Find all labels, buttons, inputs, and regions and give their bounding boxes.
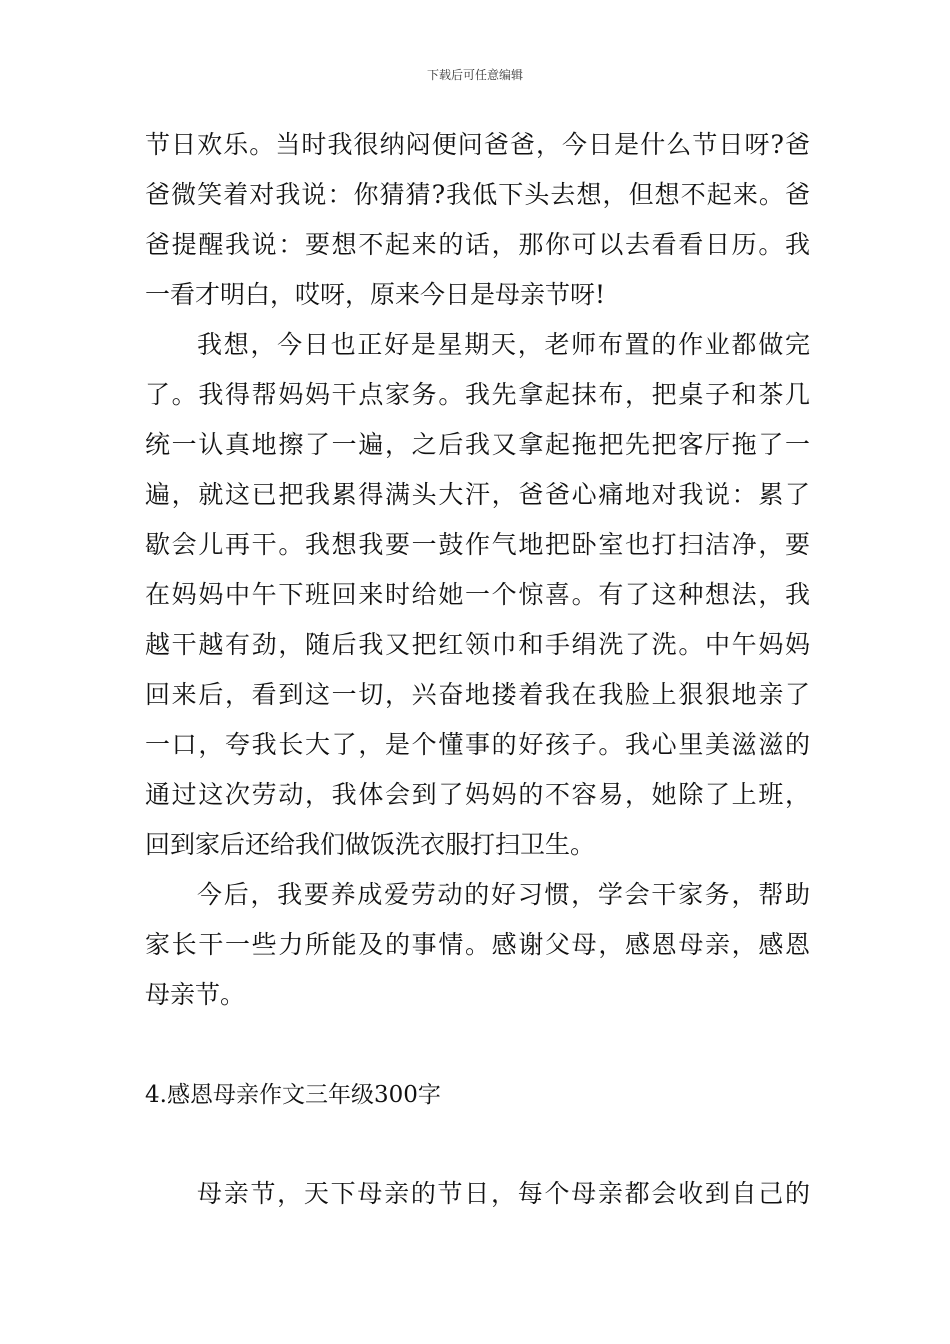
text-line: 母亲节，天下母亲的节日，每个母亲都会收到自己的 (197, 1179, 810, 1208)
text-line: 家长干一些力所能及的事情。感谢父母，感恩母亲，感恩 (145, 930, 810, 959)
text-line: 一口，夸我长大了，是个懂事的好孩子。我心里美滋滋的 (145, 730, 810, 759)
paragraph (145, 876, 810, 1026)
text-line: 爸微笑着对我说：你猜猜?我低下头去想，但想不起来。爸 (145, 180, 810, 209)
text-line: 一看才明白，哎呀，原来今日是母亲节呀! (145, 280, 606, 309)
text-line: 母亲节。 (145, 980, 246, 1009)
text-line: 了。我得帮妈妈干点家务。我先拿起抹布，把桌子和茶几 (145, 380, 810, 409)
text-line: 爸提醒我说：要想不起来的话，那你可以去看看日历。我 (145, 230, 810, 259)
text-line: 越干越有劲，随后我又把红领巾和手绢洗了洗。中午妈妈 (145, 630, 810, 659)
text-line: 回到家后还给我们做饭洗衣服打扫卫生。 (145, 830, 596, 859)
paragraph (145, 126, 810, 326)
text-line: 我想，今日也正好是星期天，老师布置的作业都做完 (197, 330, 810, 359)
paragraph (145, 1175, 810, 1225)
text-line: 在妈妈中午下班回来时给她一个惊喜。有了这种想法，我 (145, 580, 810, 609)
text-line: 节日欢乐。当时我很纳闷便问爸爸，今日是什么节日呀?爸 (145, 130, 810, 159)
text-line: 通过这次劳动，我体会到了妈妈的不容易，她除了上班， (145, 780, 810, 809)
text-line: 统一认真地擦了一遍，之后我又拿起拖把先把客厅拖了一 (145, 430, 810, 459)
text-line: 今后，我要养成爱劳动的好习惯，学会干家务，帮助 (197, 880, 810, 909)
paragraph (145, 326, 810, 876)
text-line: 歇会儿再干。我想我要一鼓作气地把卧室也打扫洁净，要 (145, 530, 810, 559)
page-header: 下载后可任意编辑 (426, 68, 523, 82)
section-heading: 4.感恩母亲作文三年级300字 (145, 1082, 441, 1108)
text-line: 回来后，看到这一切，兴奋地搂着我在我脸上狠狠地亲了 (145, 680, 810, 709)
document-body (145, 126, 810, 1026)
text-line: 遍，就这已把我累得满头大汗，爸爸心痛地对我说：累了 (145, 480, 810, 509)
